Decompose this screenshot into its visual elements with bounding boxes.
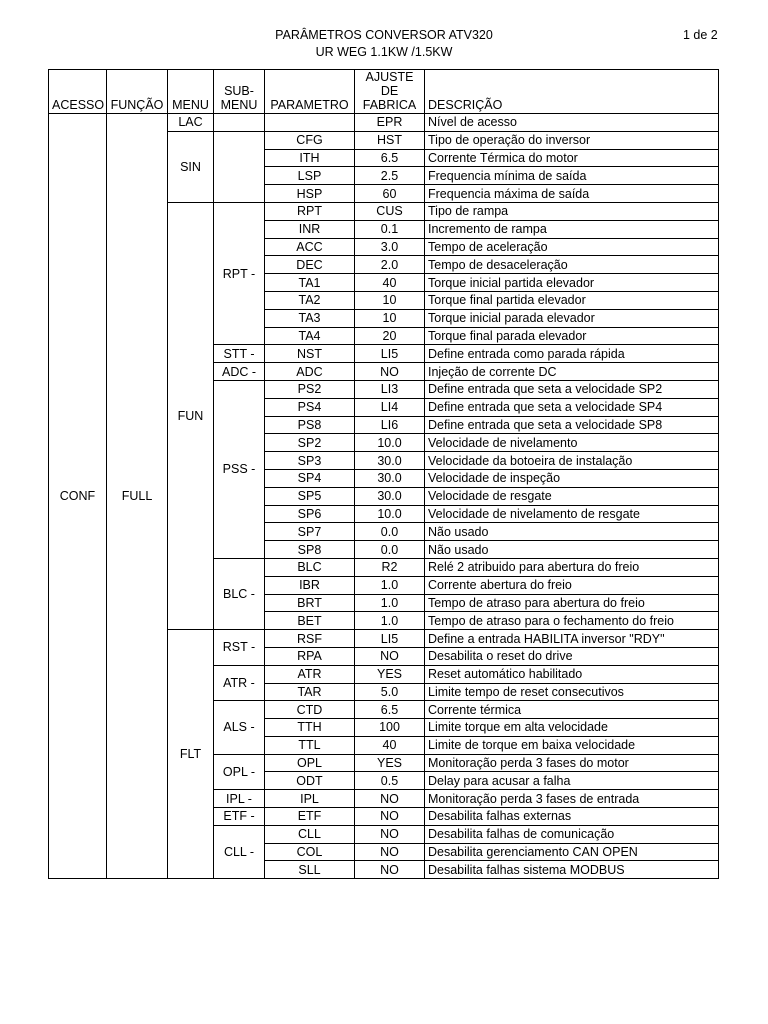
parametro-cell: CLL — [265, 825, 355, 843]
descricao-cell: Tipo de operação do inversor — [425, 131, 719, 149]
column-header-funcao: FUNÇÃO — [107, 70, 168, 114]
descricao-cell: Define entrada que seta a velocidade SP4 — [425, 398, 719, 416]
descricao-cell: Injeção de corrente DC — [425, 363, 719, 381]
ajuste-cell: 5.0 — [355, 683, 425, 701]
parametro-cell: BET — [265, 612, 355, 630]
descricao-cell: Define entrada como parada rápida — [425, 345, 719, 363]
submenu-cell: CLL - — [214, 825, 265, 878]
ajuste-cell: NO — [355, 843, 425, 861]
parametro-cell: ADC — [265, 363, 355, 381]
ajuste-cell: 0.1 — [355, 220, 425, 238]
descricao-cell: Velocidade de resgate — [425, 487, 719, 505]
submenu-cell: IPL - — [214, 790, 265, 808]
ajuste-cell: 10.0 — [355, 505, 425, 523]
ajuste-cell: 3.0 — [355, 238, 425, 256]
descricao-cell: Desabilita o reset do drive — [425, 647, 719, 665]
descricao-cell: Reset automático habilitado — [425, 665, 719, 683]
ajuste-cell: NO — [355, 861, 425, 879]
acesso-cell: CONF — [49, 114, 107, 879]
ajuste-cell: 40 — [355, 274, 425, 292]
ajuste-cell: LI5 — [355, 630, 425, 648]
funcao-cell: FULL — [107, 114, 168, 879]
parametro-cell: LSP — [265, 167, 355, 185]
submenu-cell: PSS - — [214, 380, 265, 558]
descricao-cell: Relé 2 atribuido para abertura do freio — [425, 558, 719, 576]
descricao-cell: Delay para acusar a falha — [425, 772, 719, 790]
ajuste-cell: NO — [355, 647, 425, 665]
parametro-cell: INR — [265, 220, 355, 238]
parametro-cell: SP6 — [265, 505, 355, 523]
ajuste-cell: 6.5 — [355, 701, 425, 719]
parametro-cell: SP8 — [265, 541, 355, 559]
parametro-cell: RPT — [265, 202, 355, 220]
header-row — [49, 70, 719, 114]
column-header-ajuste: AJUSTE DE FABRICA — [355, 70, 425, 114]
descricao-cell: Limite torque em alta velocidade — [425, 719, 719, 737]
parametro-cell: SP3 — [265, 452, 355, 470]
ajuste-cell: R2 — [355, 558, 425, 576]
ajuste-cell: 1.0 — [355, 612, 425, 630]
parametro-cell: TA3 — [265, 309, 355, 327]
descricao-cell: Desabilita gerenciamento CAN OPEN — [425, 843, 719, 861]
submenu-cell: ALS - — [214, 701, 265, 754]
descricao-cell: Não usado — [425, 541, 719, 559]
descricao-cell: Tipo de rampa — [425, 202, 719, 220]
parametro-cell: DEC — [265, 256, 355, 274]
parametro-cell: ODT — [265, 772, 355, 790]
submenu-cell — [214, 114, 265, 132]
submenu-cell: ATR - — [214, 665, 265, 701]
parametro-cell: PS2 — [265, 380, 355, 398]
ajuste-cell: NO — [355, 790, 425, 808]
column-header-acesso: ACESSO — [49, 70, 107, 114]
descricao-cell: Monitoração perda 3 fases de entrada — [425, 790, 719, 808]
parametro-cell: SP7 — [265, 523, 355, 541]
descricao-cell: Velocidade de nivelamento — [425, 434, 719, 452]
parametro-cell: TA1 — [265, 274, 355, 292]
parametro-cell: CTD — [265, 701, 355, 719]
parametro-cell: RPA — [265, 647, 355, 665]
parametro-cell: SP2 — [265, 434, 355, 452]
ajuste-cell: 2.0 — [355, 256, 425, 274]
descricao-cell: Limite de torque em baixa velocidade — [425, 736, 719, 754]
ajuste-cell: 0.0 — [355, 523, 425, 541]
document-subtitle: UR WEG 1.1KW /1.5KW — [315, 45, 453, 59]
column-header-parametro: PARAMETRO — [265, 70, 355, 114]
descricao-cell: Não usado — [425, 523, 719, 541]
parametro-cell: OPL — [265, 754, 355, 772]
descricao-cell: Tempo de aceleração — [425, 238, 719, 256]
descricao-cell: Tempo de desaceleração — [425, 256, 719, 274]
descricao-cell: Desabilita falhas sistema MODBUS — [425, 861, 719, 879]
parametro-cell: NST — [265, 345, 355, 363]
ajuste-cell: HST — [355, 131, 425, 149]
ajuste-cell: LI3 — [355, 380, 425, 398]
descricao-cell: Corrente Térmica do motor — [425, 149, 719, 167]
ajuste-cell: YES — [355, 665, 425, 683]
parametro-cell: TTL — [265, 736, 355, 754]
ajuste-cell: NO — [355, 363, 425, 381]
descricao-cell: Desabilita falhas externas — [425, 808, 719, 826]
descricao-cell: Limite tempo de reset consecutivos — [425, 683, 719, 701]
parametro-cell: HSP — [265, 185, 355, 203]
ajuste-cell: 0.0 — [355, 541, 425, 559]
page-number: 1 de 2 — [683, 28, 718, 42]
menu-cell: FLT — [168, 630, 214, 879]
parametro-cell: RSF — [265, 630, 355, 648]
parametro-cell: SP5 — [265, 487, 355, 505]
column-header-descricao: DESCRIÇÃO — [425, 70, 719, 114]
descricao-cell: Torque final partida elevador — [425, 291, 719, 309]
descricao-cell: Define entrada que seta a velocidade SP8 — [425, 416, 719, 434]
column-header-menu: MENU — [168, 70, 214, 114]
ajuste-cell: 10 — [355, 291, 425, 309]
document-title: PARÂMETROS CONVERSOR ATV320 — [275, 28, 493, 42]
ajuste-cell: 1.0 — [355, 594, 425, 612]
descricao-cell: Nível de acesso — [425, 114, 719, 132]
submenu-cell: RST - — [214, 630, 265, 666]
descricao-cell: Define entrada que seta a velocidade SP2 — [425, 380, 719, 398]
ajuste-cell: NO — [355, 825, 425, 843]
ajuste-cell: 6.5 — [355, 149, 425, 167]
parametro-cell — [265, 114, 355, 132]
parametro-cell: TA4 — [265, 327, 355, 345]
descricao-cell: Velocidade da botoeira de instalação — [425, 452, 719, 470]
descricao-cell: Incremento de rampa — [425, 220, 719, 238]
descricao-cell: Torque inicial partida elevador — [425, 274, 719, 292]
submenu-cell: OPL - — [214, 754, 265, 790]
ajuste-cell: 30.0 — [355, 487, 425, 505]
parametro-cell: BLC — [265, 558, 355, 576]
ajuste-cell: 10.0 — [355, 434, 425, 452]
ajuste-cell: YES — [355, 754, 425, 772]
parametro-cell: PS4 — [265, 398, 355, 416]
ajuste-cell: 1.0 — [355, 576, 425, 594]
parametro-cell: ACC — [265, 238, 355, 256]
parametro-cell: PS8 — [265, 416, 355, 434]
column-header-submenu: SUB- MENU — [214, 70, 265, 114]
descricao-cell: Frequencia mínima de saída — [425, 167, 719, 185]
descricao-cell: Corrente abertura do freio — [425, 576, 719, 594]
descricao-cell: Torque final parada elevador — [425, 327, 719, 345]
descricao-cell: Frequencia máxima de saída — [425, 185, 719, 203]
ajuste-cell: 10 — [355, 309, 425, 327]
submenu-cell: BLC - — [214, 558, 265, 629]
descricao-cell: Tempo de atraso para abertura do freio — [425, 594, 719, 612]
parametro-cell: IPL — [265, 790, 355, 808]
ajuste-cell: 20 — [355, 327, 425, 345]
parametro-cell: TA2 — [265, 291, 355, 309]
ajuste-cell: 30.0 — [355, 469, 425, 487]
parametro-cell: SP4 — [265, 469, 355, 487]
ajuste-cell: 0.5 — [355, 772, 425, 790]
descricao-cell: Corrente térmica — [425, 701, 719, 719]
descricao-cell: Monitoração perda 3 fases do motor — [425, 754, 719, 772]
submenu-cell: RPT - — [214, 202, 265, 344]
ajuste-cell: EPR — [355, 114, 425, 132]
parametro-cell: ETF — [265, 808, 355, 826]
table-row — [49, 114, 719, 132]
ajuste-cell: 100 — [355, 719, 425, 737]
parametro-cell: TTH — [265, 719, 355, 737]
submenu-cell: STT - — [214, 345, 265, 363]
ajuste-cell: LI6 — [355, 416, 425, 434]
descricao-cell: Tempo de atraso para o fechamento do freio — [425, 612, 719, 630]
ajuste-cell: NO — [355, 808, 425, 826]
ajuste-cell: 40 — [355, 736, 425, 754]
menu-cell: LAC — [168, 114, 214, 132]
parametro-cell: CFG — [265, 131, 355, 149]
ajuste-cell: CUS — [355, 202, 425, 220]
parametro-cell: SLL — [265, 861, 355, 879]
ajuste-cell: LI5 — [355, 345, 425, 363]
parametro-cell: IBR — [265, 576, 355, 594]
ajuste-cell: 30.0 — [355, 452, 425, 470]
submenu-cell: ADC - — [214, 363, 265, 381]
parametro-cell: ITH — [265, 149, 355, 167]
submenu-cell — [214, 131, 265, 202]
parametro-cell: TAR — [265, 683, 355, 701]
ajuste-cell: 60 — [355, 185, 425, 203]
submenu-cell: ETF - — [214, 808, 265, 826]
descricao-cell: Velocidade de inspeção — [425, 469, 719, 487]
parametro-cell: ATR — [265, 665, 355, 683]
descricao-cell: Define a entrada HABILITA inversor "RDY" — [425, 630, 719, 648]
ajuste-cell: 2.5 — [355, 167, 425, 185]
menu-cell: FUN — [168, 202, 214, 629]
menu-cell: SIN — [168, 131, 214, 202]
descricao-cell: Velocidade de nivelamento de resgate — [425, 505, 719, 523]
parameters-table — [48, 69, 719, 879]
descricao-cell: Desabilita falhas de comunicação — [425, 825, 719, 843]
parametro-cell: COL — [265, 843, 355, 861]
descricao-cell: Torque inicial parada elevador — [425, 309, 719, 327]
parametro-cell: BRT — [265, 594, 355, 612]
ajuste-cell: LI4 — [355, 398, 425, 416]
